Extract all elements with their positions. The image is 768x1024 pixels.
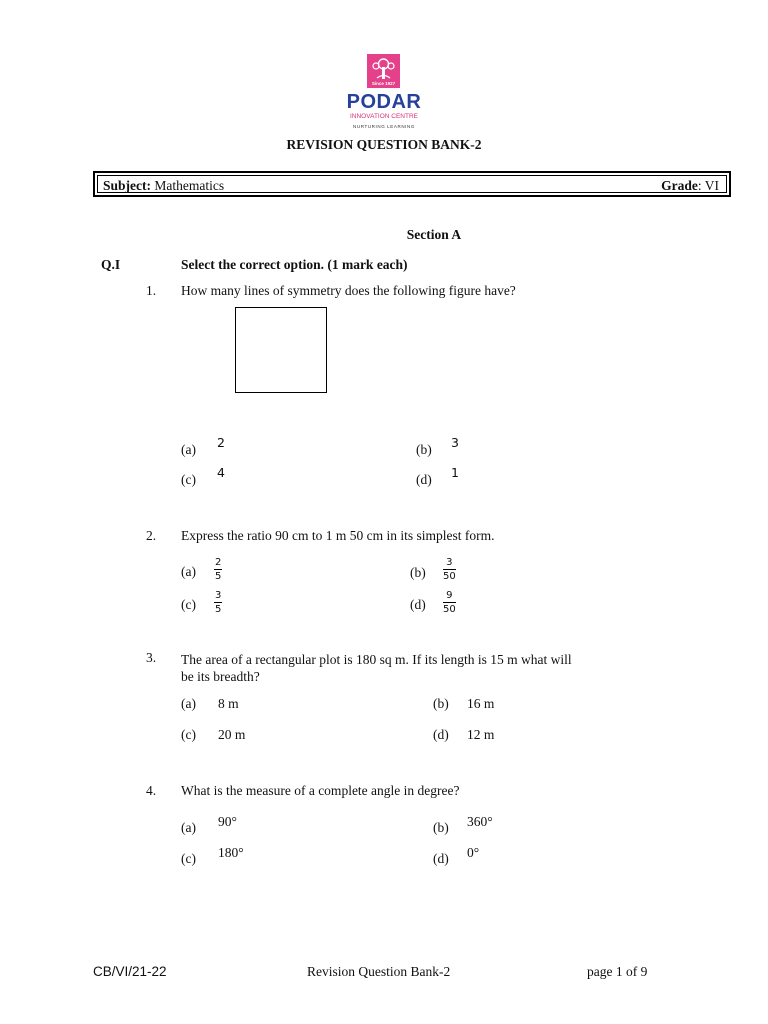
option-value: 90°	[218, 814, 237, 829]
fraction-denominator: 50	[443, 571, 456, 582]
option-label: (c)	[181, 851, 196, 866]
option-value: 8 m	[218, 696, 239, 711]
option-label: (b)	[410, 565, 426, 580]
fraction-numerator: 3	[215, 590, 222, 601]
option-label: (c)	[181, 597, 196, 612]
fraction-denominator: 5	[215, 571, 222, 582]
question-text: How many lines of symmetry does the following figure have?	[181, 283, 516, 298]
page-title: REVISION QUESTION BANK-2	[286, 137, 482, 152]
option-label: (a)	[181, 564, 196, 579]
fraction-denominator: 5	[215, 604, 222, 615]
fraction-numerator: 9	[443, 590, 456, 603]
grade-line	[661, 178, 719, 194]
option-label: (c)	[181, 472, 196, 487]
option-value: 0°	[467, 845, 480, 860]
school-logo	[334, 48, 434, 134]
footer-name: Revision Question Bank-2	[307, 964, 451, 979]
option-value: 12 m	[467, 727, 495, 742]
fraction	[443, 557, 456, 582]
option-label: (d)	[416, 472, 432, 487]
option-label: (d)	[410, 597, 426, 612]
fraction-numerator: 2	[215, 557, 222, 568]
option-label: (c)	[181, 727, 196, 742]
option-value: 4	[217, 465, 225, 480]
question-block-number: Q.I	[101, 257, 121, 272]
logo-name: PODAR	[346, 91, 422, 113]
question-block-instruction: Select the correct option. (1 mark each)	[181, 257, 408, 272]
option-label: (b)	[433, 696, 449, 711]
footer-code: CB/VI/21-22	[93, 964, 167, 979]
grade-label: Grade	[661, 178, 698, 193]
fraction	[214, 557, 222, 582]
fraction-denominator: 50	[443, 604, 456, 615]
question-number: 3.	[146, 650, 157, 665]
option-value: 1	[451, 465, 459, 480]
subject-value: Mathematics	[154, 178, 225, 193]
square-figure	[235, 307, 327, 393]
option-value: 20 m	[218, 727, 246, 742]
question-text: The area of a rectangular plot is 180 sq m. If its length is 15 m what will	[181, 652, 572, 667]
logo-since: Since 1927	[371, 81, 396, 86]
option-label: (b)	[433, 820, 449, 835]
option-value: 360°	[467, 814, 493, 829]
question-number: 2.	[146, 528, 157, 543]
question-number: 1.	[146, 283, 157, 298]
section-heading: Section A	[406, 227, 462, 242]
option-label: (b)	[416, 442, 432, 457]
option-label: (d)	[433, 727, 449, 742]
option-label: (d)	[433, 851, 449, 866]
question-text: Express the ratio 90 cm to 1 m 50 cm in its simplest form.	[181, 528, 495, 543]
option-label: (a)	[181, 696, 196, 711]
logo-tree-icon	[367, 54, 400, 88]
footer-page-number: page 1 of 9	[587, 964, 648, 979]
subject-label: Subject:	[103, 178, 151, 193]
subject-line	[103, 178, 224, 194]
option-label: (a)	[181, 442, 196, 457]
option-value: 2	[217, 435, 225, 450]
option-value: 180°	[218, 845, 244, 860]
option-value: 16 m	[467, 696, 495, 711]
option-label: (a)	[181, 820, 196, 835]
logo-tagline: NURTURING LEARNING	[353, 124, 415, 129]
fraction	[214, 590, 222, 615]
subject-grade-box	[93, 171, 731, 197]
fraction-numerator: 3	[443, 557, 456, 570]
option-value: 3	[451, 435, 459, 450]
logo-subtitle: INNOVATION CENTRE	[349, 113, 418, 120]
question-text-continued: be its breadth?	[181, 669, 260, 684]
fraction	[443, 590, 456, 615]
question-number: 4.	[146, 783, 157, 798]
question-text: What is the measure of a complete angle in degree?	[181, 783, 460, 798]
grade-value: : VI	[697, 178, 719, 193]
